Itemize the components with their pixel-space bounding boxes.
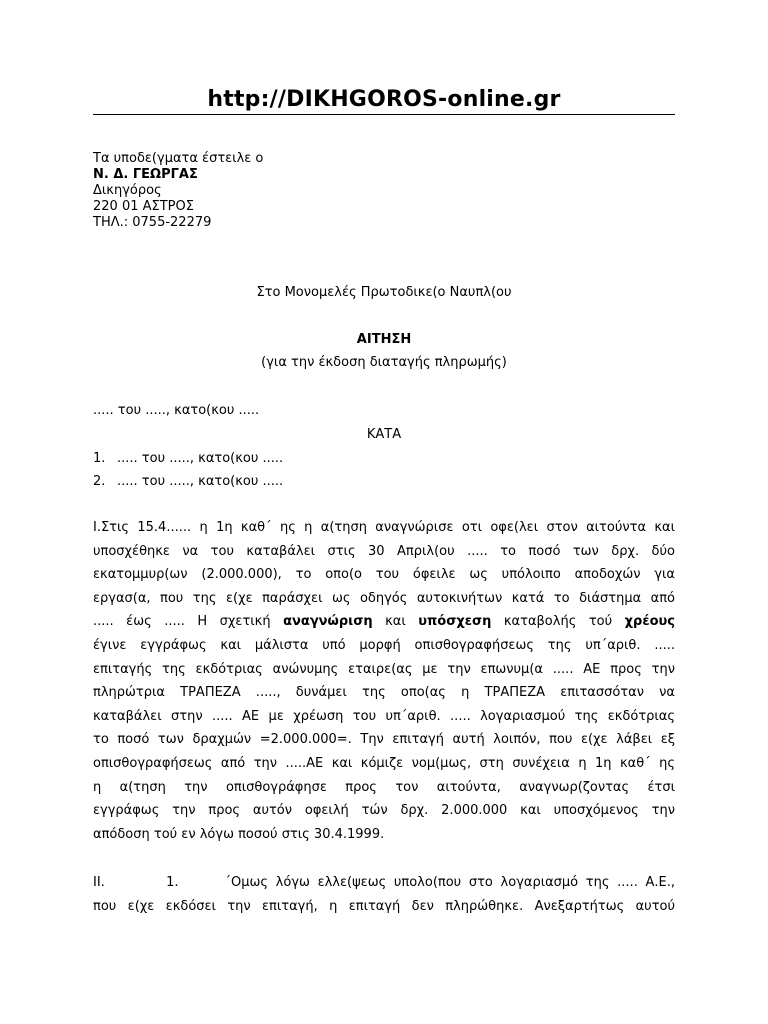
section-2-paragraph xyxy=(93,871,675,918)
text-run: ..... έως ..... Η σχετική xyxy=(93,614,284,630)
defendant-2 xyxy=(93,473,283,491)
paragraph-line: Ι.Στις 15.4...... η 1η καθ΄ ης η α(τηση αναγνώρισε οτι οφε(λει στον αιτούντα και xyxy=(93,520,675,535)
defendant-number: 2. xyxy=(93,474,106,489)
sender-role: Δικηγόρος xyxy=(93,183,162,198)
paragraph-line: έγινε εγγράφως και μάλιστα υπό μορφή οπισθογραφήσεως της υπ΄αριθ. ..... xyxy=(93,637,675,653)
applicant-line: ..... του ....., κατο(κου ..... xyxy=(93,403,260,418)
title-rule xyxy=(93,114,675,115)
sender-address: 220 01 ΑΣΤΡΟΣ xyxy=(93,199,194,214)
bold-term-recognition: αναγνώριση xyxy=(283,614,373,630)
section-1-paragraph xyxy=(93,516,675,846)
bold-term-promise: υπόσχεση xyxy=(418,614,492,630)
text-run: καταβολής τού xyxy=(491,614,625,630)
defendant-number: 1. xyxy=(93,451,106,466)
paragraph-line: οπισθογραφήσεως από την .....ΑΕ και κόμιζε νομ(μως, στη συνέχεια η 1η καθ΄ ης xyxy=(93,755,675,771)
paragraph-line: υποσχέθηκε να του καταβάλει στις 30 Απριλ(ου ..... το ποσό των δρχ. δύο xyxy=(93,543,675,559)
paragraph-line: εργασ(α, που της ε(χε παράσχει ως οδηγός αυτοκινήτων κατά το διάστημα από xyxy=(93,590,675,606)
defendant-text: ..... του ....., κατο(κου ..... xyxy=(117,451,284,466)
paragraph-line: εγγράφως την προς αυτόν οφειλή τών δρχ. 2.000.000 και υποσχόμενος την xyxy=(93,803,675,819)
paragraph-line: απόδοση τού εν λόγω ποσού στις 30.4.1999. xyxy=(93,826,385,842)
paragraph-line: επιταγής της εκδότριας ανώνυμης εταιρε(ας με την επωνυμ(α ..... ΑΕ προς την xyxy=(93,661,675,677)
text-run: και xyxy=(372,614,419,630)
sender-name: Ν. Δ. ΓΕΩΡΓΑΣ xyxy=(93,167,198,182)
court-heading: Στο Μονομελές Πρωτοδικε(ο Ναυπλ(ου xyxy=(256,285,512,300)
sender-phone: ΤΗΛ.: 0755-22279 xyxy=(93,215,212,230)
sender-block xyxy=(93,151,263,231)
request-title: ΑΙΤΗΣΗ xyxy=(356,332,412,347)
paragraph-line: το ποσό των δραχμών =2.000.000=. Την επιταγή αυτή λοιπόν, που ε(χε λάβει εξ xyxy=(93,732,675,748)
paragraph-line: που ε(χε εκδόσει την επιταγή, η επιταγή δεν πληρώθηκε. Ανεξαρτήτως αυτού xyxy=(93,898,675,914)
defendant-text: ..... του ....., κατο(κου ..... xyxy=(117,474,284,489)
request-subtitle: (για την έκδοση διαταγής πληρωμής) xyxy=(261,355,507,370)
paragraph-line: πληρώτρια ΤΡΑΠΕΖΑ ....., δυνάμει της οπο(ας η ΤΡΑΠΕΖΑ επιτασσόταν να xyxy=(93,685,675,701)
bold-term-debt: χρέους xyxy=(624,614,675,630)
paragraph-line: η α(τηση την οπισθογράφησε προς τον αιτούντα, αναγνωρ(ζοντας έτσι xyxy=(93,779,675,795)
site-title: http://DIKHGOROS-online.gr xyxy=(207,87,561,112)
defendant-1 xyxy=(93,450,283,468)
paragraph-line: ΙΙ. 1. ΄Ομως λόγω ελλε(ψεως υπολο(που στο λογαριασμό της ..... Α.Ε., xyxy=(93,875,675,890)
paragraph-line: καταβάλει στην ..... ΑΕ με χρέωση του υπ΄αριθ. ..... λογαριασμού της εκδότριας xyxy=(93,708,675,724)
paragraph-line-mixed xyxy=(93,610,675,634)
kata-heading: ΚΑΤΑ xyxy=(366,427,402,442)
sender-intro: Τα υποδε(γματα έστειλε ο xyxy=(93,151,264,166)
paragraph-line: εκατομμυρ(ων (2.000.000), το οπο(ο του όφειλε ως υπόλοιπο αποδοχών για xyxy=(93,567,675,583)
